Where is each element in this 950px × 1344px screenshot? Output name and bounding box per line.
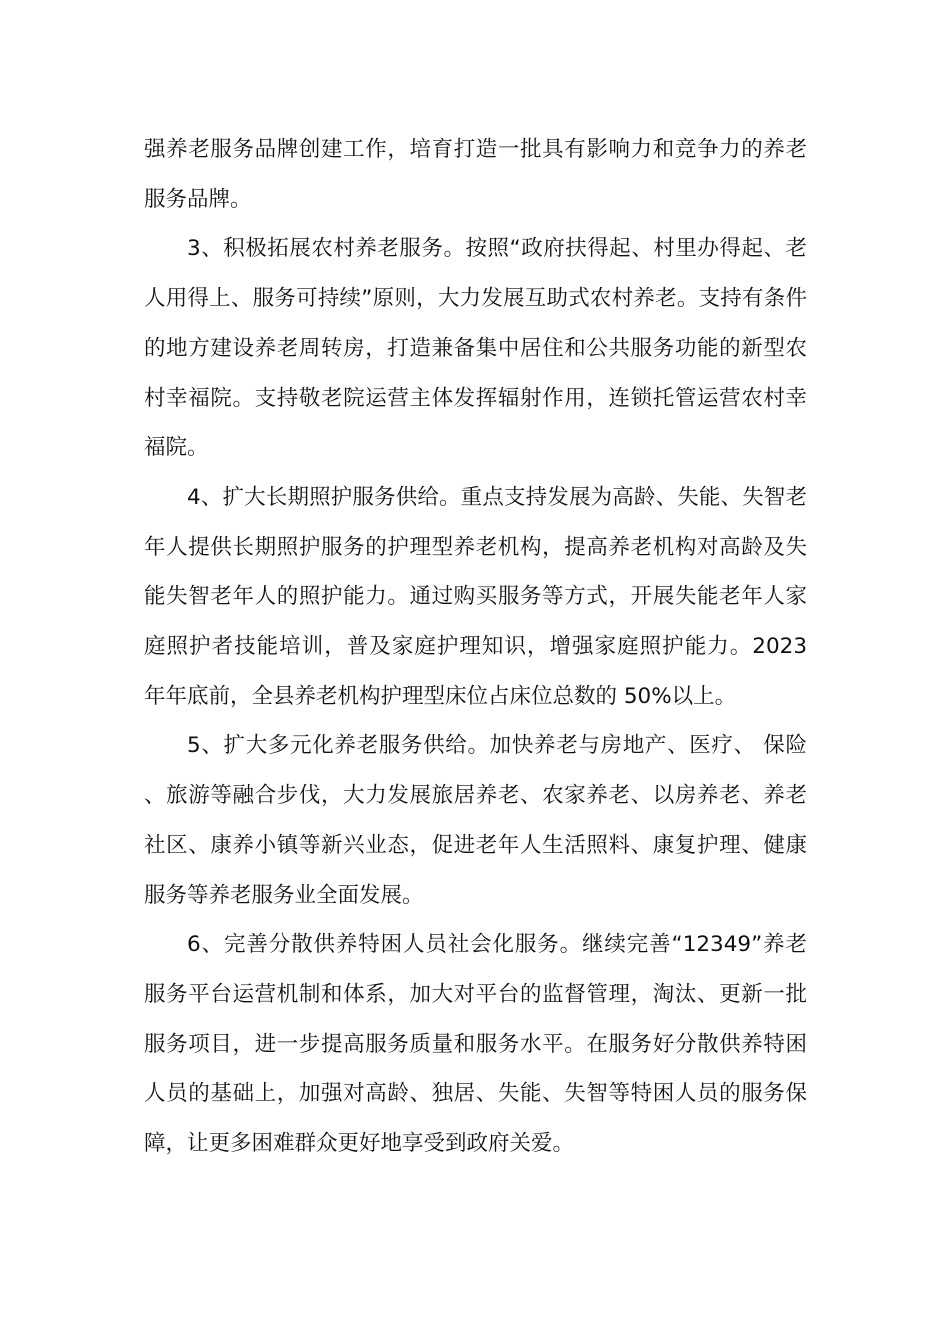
document-body — [144, 125, 807, 1169]
paragraph-diversified-services: 5、扩大多元化养老服务供给。加快养老与房地产、医疗、 保险、旅游等融合步伐，大力发展旅居养老、农家养老、以房养老、养老社区、康养小镇等新兴业态，促进老年人生活照料、康复护理、健康服务等养老服务业全面发展。 — [144, 733, 807, 908]
paragraph-rural-elderly-care: 3、积极拓展农村养老服务。按照“政府扶得起、村里办得起、老人用得上、服务可持续”原则，大力发展互助式农村养老。支持有条件的地方建设养老周转房，打造兼备集中居住和公共服务功能的新型农村幸福院。支持敬老院运营主体发挥辐射作用，连锁托管运营农村幸福院。 — [144, 236, 807, 461]
paragraph-long-term-care: 4、扩大长期照护服务供给。重点支持发展为高龄、失能、失智老年人提供长期照护服务的护理型养老机构，提高养老机构对高龄及失能失智老年人的照护能力。通过购买服务等方式，开展失能老年人家庭照护者技能培训，普及家庭护理知识，增强家庭照护能力。2023 年年底前，全县养老机构护理型床位占床位总数的 50%以上。 — [144, 484, 807, 709]
paragraph-continuation: 强养老服务品牌创建工作，培育打造一批具有影响力和竞争力的养老服务品牌。 — [144, 137, 807, 212]
paragraph-dispersed-support: 6、完善分散供养特困人员社会化服务。继续完善“12349”养老服务平台运营机制和体系，加大对平台的监督管理，淘汰、更新一批服务项目，进一步提高服务质量和服务水平。在服务好分散供养特困人员的基础上，加强对高龄、独居、失能、失智等特困人员的服务保障，让更多困难群众更好地享受到政府关爱。 — [144, 932, 807, 1157]
